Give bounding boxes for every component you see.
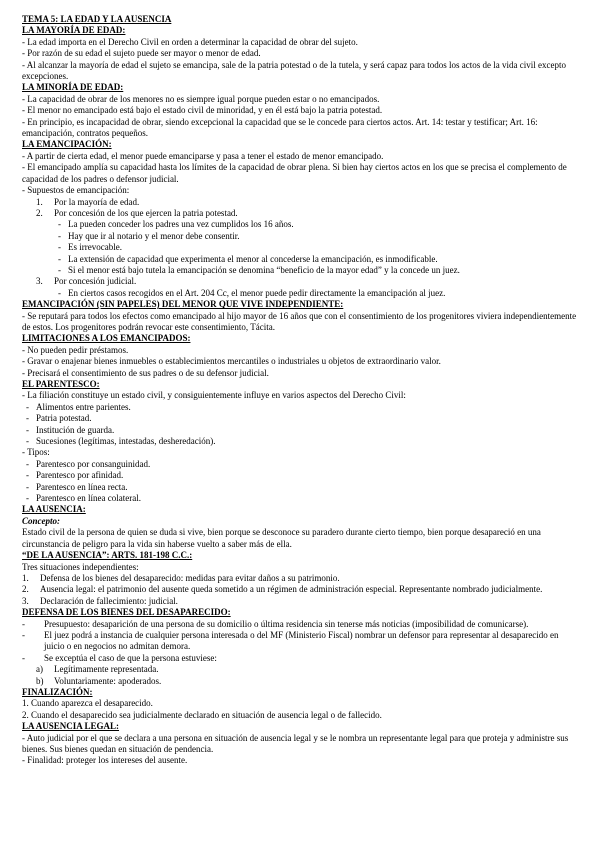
paragraph: - Tipos:: [22, 447, 50, 458]
list-item: - Parentesco por afinidad.: [26, 470, 124, 481]
paragraph: - Supuestos de emancipación:: [22, 185, 130, 196]
list-item: 1. Por la mayoría de edad.: [36, 196, 140, 207]
list-item: 2. Por concesión de los que ejercen la patria potestad.: [36, 207, 238, 218]
list-item: - Institución de guarda.: [26, 424, 115, 435]
paragraph: - Finalidad: proteger los intereses del ausente.: [22, 755, 188, 766]
paragraph: - Se reputará para todos los efectos como emancipado al hijo mayor de 16 años que con el consentimiento de los progenitores viviera independientemente de estos. Los progenitores podrán revocar este consentimiento, Tácita.: [22, 310, 577, 332]
paragraph: - El menor no emancipado está bajo el estado civil de minoridad, y en él está bajo la patria potestad.: [22, 105, 383, 116]
paragraph: - Gravar o enajenar bienes inmuebles o establecimientos mercantiles o industriales u objetos de extraordinario valor.: [22, 356, 441, 367]
paragraph: Estado civil de la persona de quien se duda si vive, bien porque se desconoce su paradero durante cierto tiempo, bien porque desapareció en una circunstancia de peligro para la vida sin haberse vuelto a saber más de ella.: [22, 527, 541, 549]
document-title: TEMA 5: LA EDAD Y LA AUSENCIA: [22, 14, 172, 24]
paragraph: - Precisará el consentimiento de sus padres o de su defensor judicial.: [22, 367, 269, 378]
paragraph: - La edad importa en el Derecho Civil en orden a determinar la capacidad de obrar del sujeto.: [22, 36, 358, 47]
list-item: - El juez podrá a instancia de cualquier persona interesada o del MF (Ministerio Fiscal) nombrar un defensor para representar al desaparecido en juicio o en negocios no admitan demora.: [22, 629, 559, 652]
paragraph: - Por razón de su edad el sujeto puede ser mayor o menor de edad.: [22, 48, 261, 59]
list-item: - Presupuesto: desaparición de una persona de su domicilio o última residencia sin tenerse más noticias (imposibilidad de comunicarse).: [22, 618, 529, 629]
section-heading-arts: “DE LA AUSENCIA”: ARTS. 181-198 C.C.:: [22, 550, 193, 561]
list-item: - Sucesiones (legítimas, intestadas, desheredación).: [26, 436, 216, 447]
list-item: a) Legítimamente representada.: [36, 664, 159, 675]
list-item: - La pueden conceder los padres una vez cumplidos los 16 años.: [58, 219, 294, 230]
concept-label: Concepto:: [22, 515, 60, 526]
list-item: - Si el menor está bajo tutela la emancipación se denomina “beneficio de la mayor edad” y la concede un juez.: [58, 264, 460, 275]
list-item: - Alimentos entre parientes.: [26, 401, 131, 412]
section-heading-ausencia-legal: LA AUSENCIA LEGAL:: [22, 721, 120, 732]
section-heading-minoria: LA MINORÍA DE EDAD:: [22, 82, 124, 93]
list-item: - Es irrevocable.: [58, 242, 122, 253]
list-item: - La extensión de capacidad que experimenta el menor al concederse la emancipación, es inmodificable.: [58, 253, 438, 264]
list-item: - En ciertos casos recogidos en el Art. 204 Cc, el menor puede pedir directamente la emancipación al juez.: [58, 287, 446, 298]
list-item: - Hay que ir al notario y el menor debe consentir.: [58, 230, 240, 241]
list-item: 2. Ausencia legal: el patrimonio del ausente queda sometido a un régimen de administración especial. Representante nombrado judicialmente.: [22, 584, 543, 595]
list-item: 3. Por concesión judicial.: [36, 276, 137, 287]
section-heading-finalizacion: FINALIZACIÓN:: [22, 686, 93, 697]
list-item: - Parentesco por consanguinidad.: [26, 458, 151, 469]
section-heading-parentesco: EL PARENTESCO:: [22, 379, 100, 389]
list-item: - Parentesco en línea colateral.: [26, 493, 141, 504]
list-item: b) Voluntariamente: apoderados.: [36, 675, 162, 686]
section-heading-ausencia: LA AUSENCIA:: [22, 504, 86, 515]
paragraph: - No pueden pedir préstamos.: [22, 344, 129, 355]
list-item: - Se exceptúa el caso de que la persona estuviese:: [22, 652, 217, 663]
section-heading-limitaciones: LIMITACIONES A LOS EMANCIPADOS:: [22, 333, 191, 344]
section-heading-mayoria: LA MAYORÍA DE EDAD:: [22, 25, 126, 36]
paragraph: - En principio, es incapacidad de obrar, siendo excepcional la capacidad que se le concede para ciertos actos. Art. 14: testar y testificar; Art. 16: emancipación, contratos pequeños.: [22, 116, 538, 139]
list-item: - Parentesco en línea recta.: [26, 481, 128, 492]
section-heading-defensa: DEFENSA DE LOS BIENES DEL DESAPARECIDO:: [22, 607, 231, 618]
paragraph: - La capacidad de obrar de los menores no es siempre igual porque pueden estar o no emancipados.: [22, 93, 380, 104]
paragraph: - El emancipado amplía su capacidad hasta los límites de la capacidad de obrar plena. Si bien hay ciertos actos en los que se precisa el complemento de capacidad de los padres o defensor judicial.: [22, 162, 567, 184]
list-item: - Patria potestad.: [26, 413, 92, 424]
paragraph: - Auto judicial por el que se declara a una persona en situación de ausencia legal y se le nombra un representante legal para que proteja y administre sus bienes. Sus bienes quedan en situación de pendencia.: [22, 732, 569, 754]
paragraph: 1. Cuando aparezca el desaparecido.: [22, 698, 153, 709]
paragraph: - A partir de cierta edad, el menor puede emanciparse y pasa a tener el estado de menor emancipado.: [22, 150, 384, 161]
list-item: 3. Declaración de fallecimiento: judicial.: [22, 595, 178, 606]
section-heading-emancipacion: LA EMANCIPACIÓN:: [22, 139, 112, 150]
section-heading-sin-papeles: EMANCIPACIÓN (SIN PAPELES) DEL MENOR QUE VIVE INDEPENDIENTE:: [22, 299, 344, 310]
paragraph: - La filiación constituye un estado civil, y consiguientemente influye en varios aspectos del Derecho Civil:: [22, 390, 406, 401]
paragraph: - Al alcanzar la mayoría de edad el sujeto se emancipa, sale de la patria potestad o de la tutela, y será capaz para todos los actos de la vida civil excepto excepciones.: [22, 59, 567, 82]
list-item: 1. Defensa de los bienes del desaparecido: medidas para evitar daños a su patrimonio.: [22, 572, 340, 583]
paragraph: Tres situaciones independientes:: [22, 561, 139, 572]
paragraph: 2. Cuando el desaparecido sea judicialmente declarado en situación de ausencia legal o de fallecido.: [22, 709, 382, 720]
